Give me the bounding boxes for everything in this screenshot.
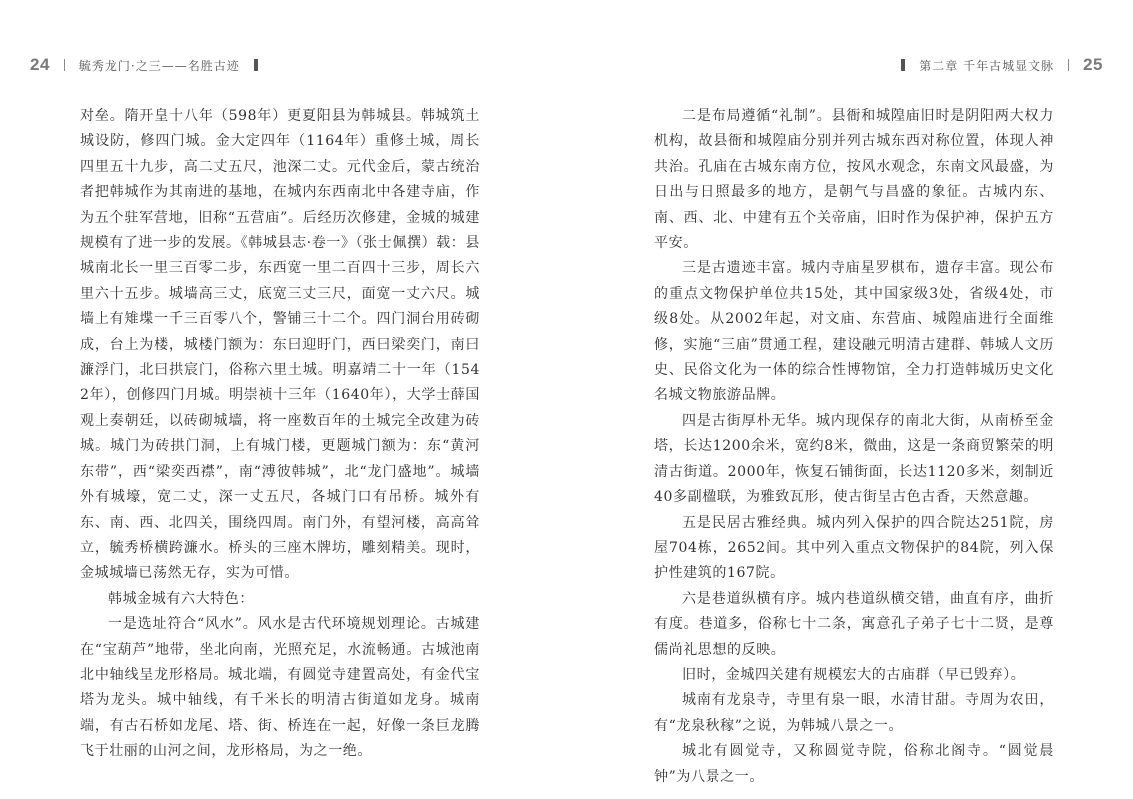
right-page xyxy=(566,0,1133,799)
left-page-body xyxy=(80,104,480,765)
paragraph: 旧时，金城四关建有规模宏大的古庙群（早已毁弃）。 xyxy=(682,666,1026,683)
left-page-number: 24 xyxy=(30,55,50,74)
paragraph: 城南有龙泉寺，寺里有泉一眼，水清甘甜。寺周为农田，有“龙泉秋稼”之说，为韩城八景之一。 xyxy=(654,692,1054,734)
left-page xyxy=(0,0,566,799)
right-page-body xyxy=(654,104,1054,790)
paragraph: 六是巷道纵横有序。城内巷道纵横交错，曲直有序，曲折有度。巷道多，俗称七十二条，寓意孔子弟子七十二贤，是尊儒尚礼思想的反映。 xyxy=(654,590,1054,658)
header-separator xyxy=(1068,59,1069,71)
right-page-header xyxy=(887,52,1103,78)
paragraph: 五是民居古雅经典。城内列入保护的四合院达251院，房屋704栋，2652间。其中列入重点文物保护的84院，列入保护性建筑的167院。 xyxy=(654,514,1054,582)
header-marker xyxy=(254,59,258,71)
header-marker xyxy=(901,59,905,71)
paragraph: 四是古街厚朴无华。城内现保存的南北大街，从南桥至金塔，长达1200余米，宽约8米，微曲，这是一条商贸繁荣的明清古街道。2000年，恢复石铺街面，长达1120多米，刻制近40多副楹联，为雅致瓦形，使古街呈古色古香，天然意趣。 xyxy=(654,412,1054,506)
header-separator xyxy=(64,59,65,71)
left-page-header xyxy=(30,52,272,78)
paragraph: 三是古遗迹丰富。城内寺庙星罗棋布，遗存丰富。现公布的重点文物保护单位共15处，其中国家级3处，省级4处，市级8处。从2002年起，对文庙、东营庙、城隍庙进行全面维修，实施“三庙”贯通工程，建设融元明清古建群、韩城人文历史、民俗文化为一体的综合性博物馆，全力打造韩城历史文化名城文物旅游品牌。 xyxy=(654,260,1054,404)
paragraph: 二是布局遵循“礼制”。县衙和城隍庙旧时是阴阳两大权力机构，故县衙和城隍庙分别并列古城东西对称位置，体现人神共治。孔庙在古城东南方位，按风水观念，东南文风最盛，为日出与日照最多的地方，是朝气与昌盛的象征。古城内东、南、西、北、中建有五个关帝庙，旧时作为保护神，保护五方平安。 xyxy=(654,108,1054,252)
paragraph: 一是选址符合“风水”。风水是古代环境规划理论。古城建在“宝葫芦”地带，坐北向南，光照充足，水流畅通。古城池南北中轴线呈龙形格局。城北端，有圆觉寺建置高处，有金代宝塔为龙头。城中轴线，有千米长的明清古街道如龙身。城南端，有古石桥如龙尾、塔、街、桥连在一起，好像一条巨龙腾飞于壮丽的山河之间，龙形格局，为之一绝。 xyxy=(80,616,480,760)
paragraph: 韩城金城有六大特色： xyxy=(108,590,254,607)
paragraph: 对垒。隋开皇十八年（598年）更夏阳县为韩城县。韩城筑土城设防，修四门城。金大定四年（1164年）重修土城，周长四里五十九步，高二丈五尺，池深二丈。元代金后，蒙古统治者把韩城作为其南进的基地，在城内东西南北中各建寺庙，作为五个驻军营地，旧称“五营庙”。后经历次修建，金城的城建规模有了进一步的发展。《韩城县志·卷一》（张士佩撰）载：县城南北长一里三百零二步，东西宽一里二百四十三步，周长六里六十五步。城墙高三丈，底宽三丈三尺，面宽一丈六尺。城墙上有雉堞一千三百零八个，警铺三十二个。四门洞台用砖砌成，台上为楼，城楼门额为：东曰迎盱门，西曰梁奕门，南曰濂浮门，北曰拱宸门，俗称六里土城。明嘉靖二十一年（1542年），创修四门月城。明崇祯十三年（1640年），大学士薛国观上奏朝廷，以砖砌城墙，将一座数百年的土城完全改建为砖城。城门为砖拱门洞，上有城门楼，更题城门额为：东“黄河东带”，西“梁奕西襟”，南“溥彼韩城”，北“龙门盛地”。城墙外有城壕，宽二丈，深一丈五尺，各城门口有吊桥。城外有东、南、西、北四关，围绕四周。南门外，有望河楼，高高耸立，毓秀桥横跨濂水。桥头的三座木牌坊，雕刻精美。现时，金城城墙已荡然无存，实为可惜。 xyxy=(80,108,480,582)
paragraph: 城北有圆觉寺，又称圆觉寺院，俗称北阁寺。“圆觉晨钟”为八景之一。 xyxy=(654,743,1054,785)
right-running-title: 第二章 千年古城显文脉 xyxy=(919,58,1055,73)
right-page-number: 25 xyxy=(1083,55,1103,74)
left-running-title: 毓秀龙门·之三——名胜古迹 xyxy=(78,58,240,73)
